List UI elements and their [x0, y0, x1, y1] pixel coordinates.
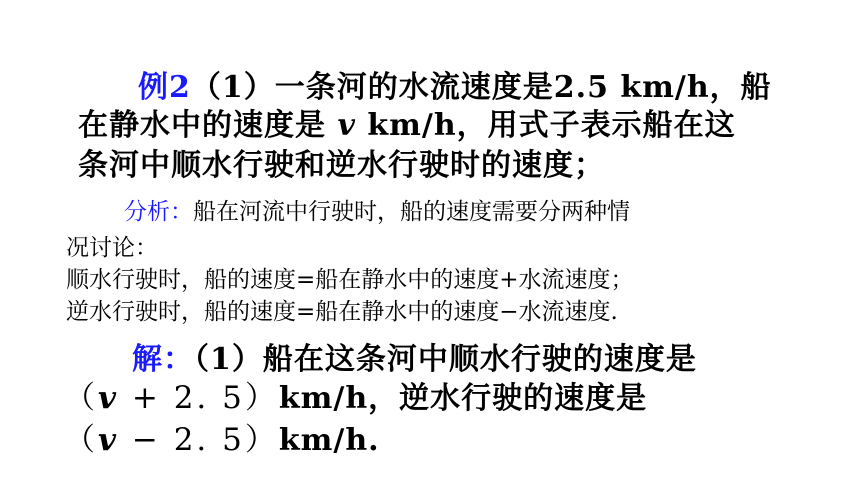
solution-text-3: km/h. [278, 423, 380, 458]
solution-text-1: （1）船在这条河中顺水行驶的速度是 [194, 342, 697, 377]
analysis-line-2: 况讨论： [66, 235, 158, 261]
expression-sum-rest: + 2. 5） [119, 380, 279, 416]
problem-text-1: （1）一条河的水流速度是2.5 km/h，船 [190, 70, 772, 105]
analysis-text-1: 船在河流中行驶时，船的速度需要分两种情 [193, 199, 630, 225]
solution-line-3 [64, 414, 380, 459]
expression-difference-rest: − 2. 5） [119, 422, 279, 458]
analysis-label: 分析： [124, 199, 193, 225]
solution-text-2: km/h，逆水行驶的速度是 [278, 381, 648, 416]
paren-open: （ [64, 422, 98, 458]
example-label: 例2 [138, 70, 191, 105]
problem-line-2 [78, 100, 736, 144]
variable-v: v [98, 380, 120, 416]
analysis-line-1 [124, 193, 630, 226]
variable-v: v [98, 422, 120, 458]
solution-line-2 [64, 372, 647, 417]
paren-open: （ [64, 380, 98, 416]
analysis-line-3: 顺水行驶时，船的速度=船在静水中的速度+水流速度； [66, 267, 634, 293]
problem-text-2-post: km/h，用式子表示船在这 [355, 108, 736, 143]
solution-label: 解： [132, 342, 194, 377]
variable-v: v [337, 108, 356, 143]
expression-difference [64, 422, 279, 458]
analysis-line-4: 逆水行驶时，船的速度=船在静水中的速度−水流速度. [66, 299, 618, 325]
problem-text-2-pre: 在静水中的速度是 [78, 108, 326, 143]
problem-line-3: 条河中顺水行驶和逆水行驶时的速度； [78, 148, 605, 183]
expression-sum [64, 380, 279, 416]
